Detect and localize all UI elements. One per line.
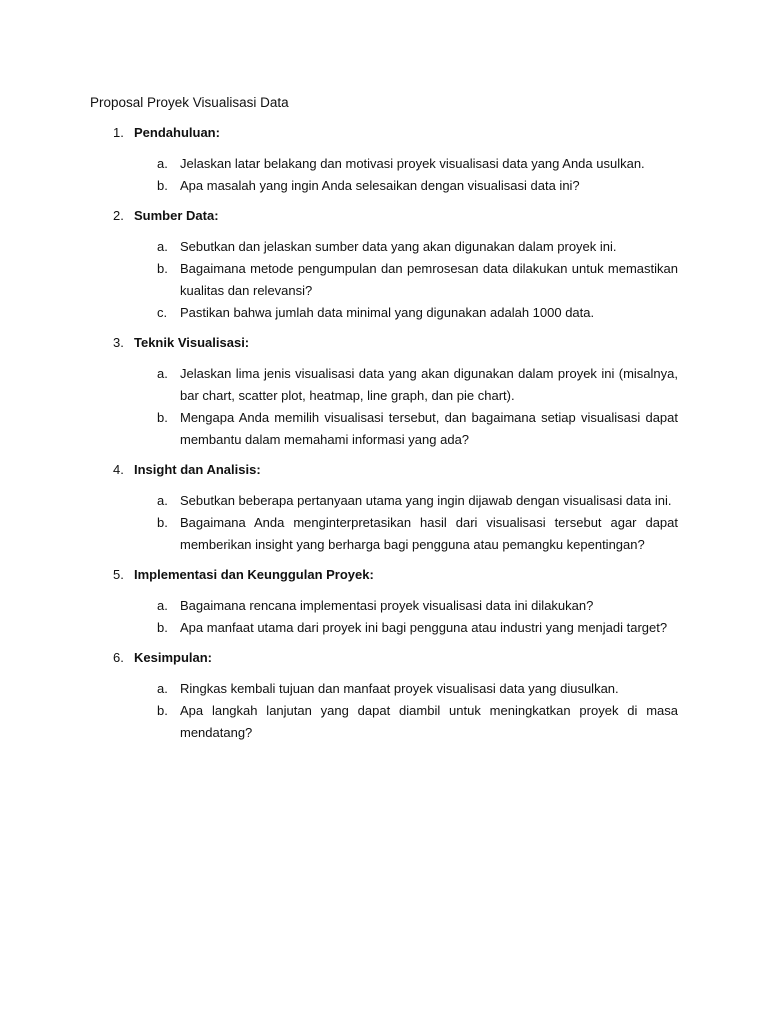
item-text: Sebutkan beberapa pertanyaan utama yang ingin dijawab dengan visualisasi data ini. <box>180 493 672 508</box>
item-marker: b. <box>157 178 168 193</box>
item-text: Jelaskan latar belakang dan motivasi proyek visualisasi data yang Anda usulkan. <box>180 156 645 171</box>
section-heading <box>90 124 678 142</box>
item-text: Bagaimana metode pengumpulan dan pemrosesan data dilakukan untuk memastikan kualitas dan relevansi? <box>180 261 678 298</box>
list-item <box>90 407 678 451</box>
list-item <box>90 302 678 324</box>
section-teknik-visualisasi <box>90 334 678 451</box>
item-marker: b. <box>157 703 168 718</box>
item-list <box>90 490 678 556</box>
item-text: Ringkas kembali tujuan dan manfaat proyek visualisasi data yang diusulkan. <box>180 681 619 696</box>
section-title: Kesimpulan: <box>134 650 213 665</box>
item-text: Bagaimana Anda menginterpretasikan hasil dari visualisasi tersebut agar dapat memberikan insight yang berharga bagi pengguna atau pemangku kepentingan? <box>180 515 678 552</box>
list-item <box>90 490 678 512</box>
item-text: Pastikan bahwa jumlah data minimal yang digunakan adalah 1000 data. <box>180 305 595 320</box>
item-marker: a. <box>157 493 168 508</box>
item-text: Apa masalah yang ingin Anda selesaikan dengan visualisasi data ini? <box>180 178 580 193</box>
section-heading <box>90 649 678 667</box>
item-marker: c. <box>157 305 168 320</box>
item-marker: a. <box>157 156 168 171</box>
section-number: 2. <box>113 208 124 223</box>
list-item <box>90 700 678 744</box>
item-list <box>90 595 678 639</box>
section-number: 4. <box>113 462 124 477</box>
item-list <box>90 153 678 197</box>
section-title: Sumber Data: <box>134 208 219 223</box>
item-text: Sebutkan dan jelaskan sumber data yang akan digunakan dalam proyek ini. <box>180 239 617 254</box>
section-heading <box>90 334 678 352</box>
section-heading <box>90 461 678 479</box>
section-insight-analisis <box>90 461 678 556</box>
section-number: 1. <box>113 125 124 140</box>
section-title: Pendahuluan: <box>134 125 220 140</box>
item-list <box>90 236 678 324</box>
section-list <box>90 124 678 744</box>
list-item <box>90 153 678 175</box>
item-marker: a. <box>157 366 168 381</box>
section-number: 6. <box>113 650 124 665</box>
item-text: Mengapa Anda memilih visualisasi tersebut, dan bagaimana setiap visualisasi dapat membantu dalam memahami informasi yang ada? <box>180 410 678 447</box>
section-title: Insight dan Analisis: <box>134 462 261 477</box>
section-title: Teknik Visualisasi: <box>134 335 250 350</box>
list-item <box>90 678 678 700</box>
item-marker: a. <box>157 239 168 254</box>
section-implementasi <box>90 566 678 639</box>
list-item <box>90 258 678 302</box>
item-marker: b. <box>157 515 168 530</box>
item-list <box>90 363 678 451</box>
section-kesimpulan <box>90 649 678 744</box>
item-marker: a. <box>157 598 168 613</box>
item-marker: b. <box>157 410 168 425</box>
item-list <box>90 678 678 744</box>
section-title: Implementasi dan Keunggulan Proyek: <box>134 567 374 582</box>
section-heading <box>90 566 678 584</box>
document-title: Proposal Proyek Visualisasi Data <box>90 95 289 110</box>
section-number: 5. <box>113 567 124 582</box>
list-item <box>90 236 678 258</box>
item-marker: a. <box>157 681 168 696</box>
item-text: Jelaskan lima jenis visualisasi data yang akan digunakan dalam proyek ini (misalnya, bar chart, scatter plot, heatmap, line graph, dan pie chart). <box>180 366 678 403</box>
section-pendahuluan <box>90 124 678 197</box>
item-text: Apa langkah lanjutan yang dapat diambil untuk meningkatkan proyek di masa mendatang? <box>180 703 678 740</box>
section-heading <box>90 207 678 225</box>
list-item <box>90 175 678 197</box>
item-text: Bagaimana rencana implementasi proyek visualisasi data ini dilakukan? <box>180 598 594 613</box>
section-number: 3. <box>113 335 124 350</box>
item-text: Apa manfaat utama dari proyek ini bagi pengguna atau industri yang menjadi target? <box>180 620 668 635</box>
item-marker: b. <box>157 261 168 276</box>
list-item <box>90 512 678 556</box>
list-item <box>90 617 678 639</box>
list-item <box>90 595 678 617</box>
list-item <box>90 363 678 407</box>
section-sumber-data <box>90 207 678 324</box>
item-marker: b. <box>157 620 168 635</box>
